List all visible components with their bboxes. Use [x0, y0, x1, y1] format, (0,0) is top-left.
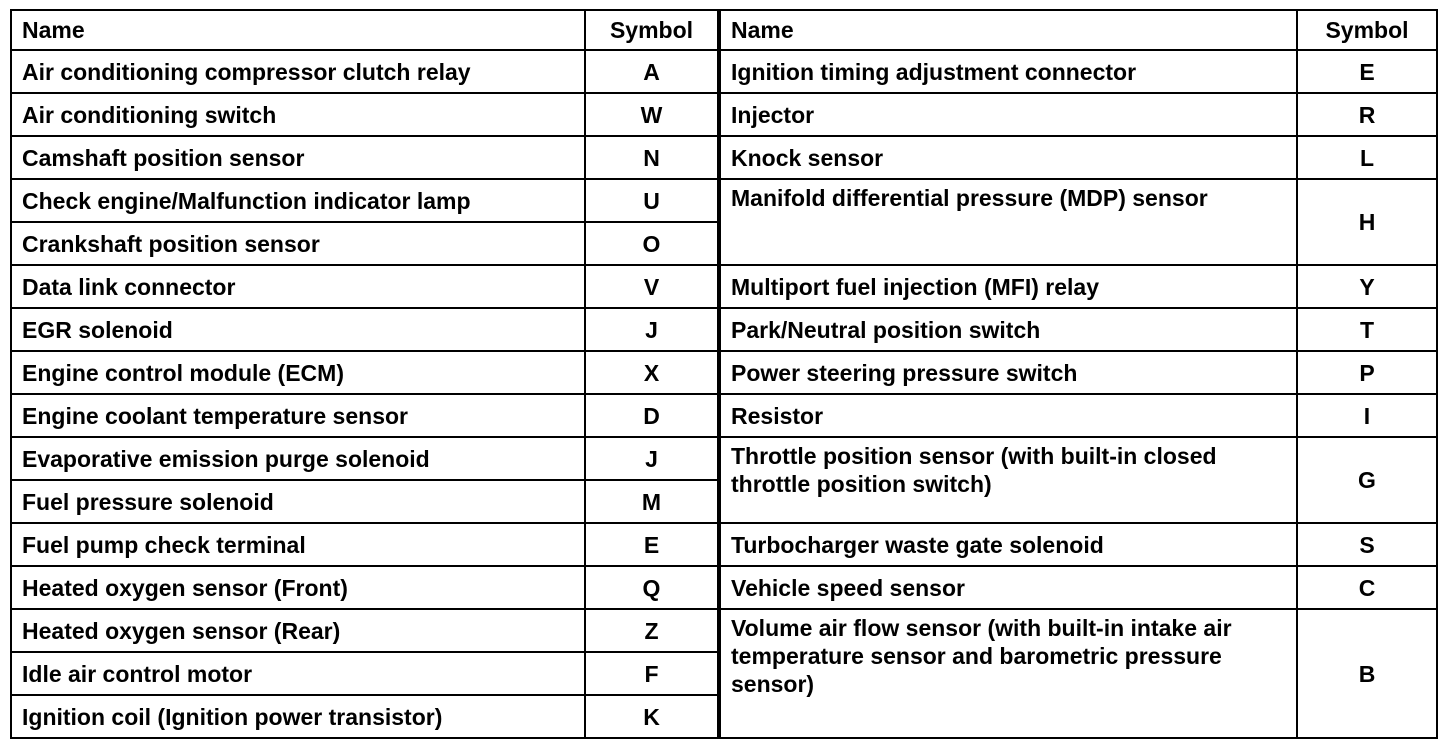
table-row	[11, 93, 1437, 136]
table-row	[11, 265, 1437, 308]
right-symbol: I	[1297, 394, 1437, 437]
right-symbol: R	[1297, 93, 1437, 136]
left-name: EGR solenoid	[11, 308, 585, 351]
right-symbol: G	[1297, 437, 1437, 523]
header-name-left: Name	[11, 10, 585, 50]
right-name: Throttle position sensor (with built-in closed throttle position switch)	[719, 437, 1297, 523]
right-name: Injector	[719, 93, 1297, 136]
left-name: Evaporative emission purge solenoid	[11, 437, 585, 480]
component-legend-page	[10, 9, 1436, 737]
right-symbol: C	[1297, 566, 1437, 609]
left-symbol: K	[585, 695, 719, 738]
left-symbol: N	[585, 136, 719, 179]
table-row	[11, 394, 1437, 437]
table-row	[11, 179, 1437, 222]
left-symbol: O	[585, 222, 719, 265]
left-symbol: V	[585, 265, 719, 308]
right-symbol: E	[1297, 50, 1437, 93]
right-name: Multiport fuel injection (MFI) relay	[719, 265, 1297, 308]
left-symbol: E	[585, 523, 719, 566]
right-symbol: B	[1297, 609, 1437, 738]
left-symbol: M	[585, 480, 719, 523]
right-name: Manifold differential pressure (MDP) sensor	[719, 179, 1297, 265]
right-symbol: P	[1297, 351, 1437, 394]
left-name: Ignition coil (Ignition power transistor)	[11, 695, 585, 738]
header-symbol-right: Symbol	[1297, 10, 1437, 50]
left-name: Air conditioning switch	[11, 93, 585, 136]
table-row	[11, 50, 1437, 93]
left-symbol: D	[585, 394, 719, 437]
table-header-row	[11, 10, 1437, 50]
left-name: Data link connector	[11, 265, 585, 308]
left-symbol: J	[585, 437, 719, 480]
left-symbol: X	[585, 351, 719, 394]
header-name-right: Name	[719, 10, 1297, 50]
left-name: Engine control module (ECM)	[11, 351, 585, 394]
left-name: Engine coolant temperature sensor	[11, 394, 585, 437]
table-row	[11, 566, 1437, 609]
table-row	[11, 609, 1437, 652]
left-symbol: Z	[585, 609, 719, 652]
right-name: Turbocharger waste gate solenoid	[719, 523, 1297, 566]
component-symbol-table	[10, 9, 1438, 739]
table-row	[11, 351, 1437, 394]
table-row	[11, 523, 1437, 566]
right-name: Vehicle speed sensor	[719, 566, 1297, 609]
right-name: Ignition timing adjustment connector	[719, 50, 1297, 93]
left-symbol: U	[585, 179, 719, 222]
right-symbol: T	[1297, 308, 1437, 351]
right-symbol: L	[1297, 136, 1437, 179]
table-row	[11, 308, 1437, 351]
left-name: Fuel pump check terminal	[11, 523, 585, 566]
left-name: Heated oxygen sensor (Rear)	[11, 609, 585, 652]
left-symbol: Q	[585, 566, 719, 609]
left-symbol: F	[585, 652, 719, 695]
left-symbol: A	[585, 50, 719, 93]
left-name: Idle air control motor	[11, 652, 585, 695]
right-name: Power steering pressure switch	[719, 351, 1297, 394]
header-symbol-left: Symbol	[585, 10, 719, 50]
left-symbol: W	[585, 93, 719, 136]
right-symbol: H	[1297, 179, 1437, 265]
left-name: Crankshaft position sensor	[11, 222, 585, 265]
right-name: Volume air flow sensor (with built-in intake air temperature sensor and barometric pressure sensor)	[719, 609, 1297, 738]
left-name: Air conditioning compressor clutch relay	[11, 50, 585, 93]
left-name: Fuel pressure solenoid	[11, 480, 585, 523]
table-row	[11, 136, 1437, 179]
left-name: Camshaft position sensor	[11, 136, 585, 179]
left-name: Check engine/Malfunction indicator lamp	[11, 179, 585, 222]
right-name: Resistor	[719, 394, 1297, 437]
right-symbol: S	[1297, 523, 1437, 566]
table-row	[11, 437, 1437, 480]
right-name: Knock sensor	[719, 136, 1297, 179]
left-name: Heated oxygen sensor (Front)	[11, 566, 585, 609]
left-symbol: J	[585, 308, 719, 351]
right-name: Park/Neutral position switch	[719, 308, 1297, 351]
right-symbol: Y	[1297, 265, 1437, 308]
